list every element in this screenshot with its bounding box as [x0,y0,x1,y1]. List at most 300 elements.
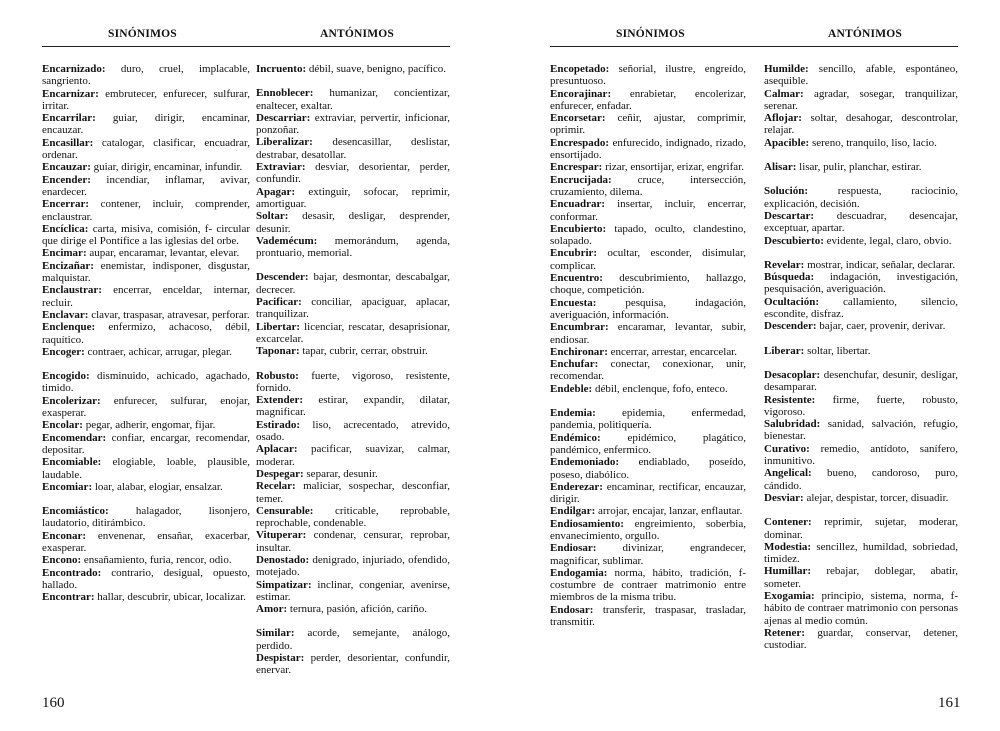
entry-definition: callamiento, silencio, escondite, disfraz. [764,295,958,321]
entry-definition: separar, desunir. [303,467,378,480]
dictionary-entry [550,383,746,395]
entry-headword: Encono: [42,554,82,567]
entry-headword: Descarriar: [256,111,311,124]
entry-definition: duro, cruel, implacable, sangriento. [42,63,250,88]
entry-headword: Ennoblecer: [256,87,314,100]
entry-definition: catalogar, clasificar, encuadrar, ordenar. [42,136,250,162]
entry-definition: cruce, intersección, cruzamiento, dilema. [550,173,746,198]
dictionary-entry [764,345,958,357]
entry-headword: Encomiable: [42,456,102,469]
page-right [500,0,1000,731]
entry-headword: Resistente: [764,393,816,406]
dictionary-entry [764,137,958,149]
entry-definition: licenciar, rescatar, desaprisionar, excarcelar. [256,320,450,345]
antonyms-column [764,63,958,651]
dictionary-entry [764,112,958,137]
dictionary-entry [550,88,746,113]
entry-headword: Recelar: [256,480,296,493]
dictionary-entry [42,395,250,420]
entry-definition: conectar, conexionar, unir, recomendar. [550,358,746,383]
dictionary-entry [42,161,250,173]
entry-definition: sanidad, salvación, refugio, bienestar. [764,418,958,443]
entry-definition: rizar, ensortijar, erizar, engrifar. [602,161,744,174]
entry-definition: arrojar, encajar, lanzar, enflautar. [595,505,743,518]
entry-headword: Enclenque: [42,321,96,334]
entry-headword: Encíclica: [42,222,89,235]
entry-headword: Enconar: [42,529,86,542]
entry-definition: incendiar, inflamar, avivar, enardecer. [42,173,250,198]
dictionary-entry [256,63,450,75]
entry-headword: Calmar: [764,87,804,100]
entry-definition: loar, alabar, elogiar, ensalzar. [92,480,223,493]
entry-headword: Alisar: [764,161,797,174]
entry-headword: Libertar: [256,320,300,333]
entry-gap [256,358,450,370]
entry-headword: Encontrar: [42,591,95,604]
entry-definition: desencasillar, deslistar, destrabar, desatollar. [256,136,450,161]
entry-definition: aupar, encaramar, levantar, elevar. [86,247,240,260]
dictionary-entry [42,284,250,309]
entry-definition: ceñir, ajustar, comprimir, oprimir. [550,112,746,137]
entry-headword: Endiosamiento: [550,517,624,530]
dictionary-entry [256,394,450,419]
dictionary-entry [764,320,958,332]
entry-headword: Encuadrar: [550,198,605,211]
dictionary-entry [764,565,958,590]
entry-headword: Enderezar: [550,480,603,493]
dictionary-entry [42,198,250,223]
entry-definition: débil, enclenque, fofo, enteco. [592,382,728,395]
dictionary-entry [764,259,958,271]
entry-definition: humanizar, concientizar, enaltecer, exaltar. [256,87,450,112]
dictionary-entry [550,137,746,162]
entry-headword: Encauzar: [42,161,91,174]
dictionary-entry [42,260,250,285]
entry-definition: evidente, legal, claro, obvio. [823,234,952,247]
dictionary-entry [550,161,746,173]
entry-definition: insertar, incluir, encerrar, conformar. [550,198,746,223]
entry-definition: maliciar, sospechar, desconfiar, temer. [256,480,450,505]
entry-headword: Encuesta: [550,296,597,309]
dictionary-entry [550,481,746,506]
entry-headword: Encogido: [42,370,90,383]
entry-headword: Descender: [764,320,817,333]
entry-headword: Encrespado: [550,136,610,149]
entry-headword: Encorsetar: [550,112,606,125]
entry-definition: sencillo, afable, espontáneo, asequible. [764,63,958,88]
entry-definition: ocultar, esconder, disimular, complicar. [550,247,746,272]
entry-headword: Angelical: [764,467,812,480]
entry-headword: Retener: [764,626,805,639]
dictionary-entry [764,63,958,88]
dictionary-entry [550,272,746,297]
entry-headword: Despegar: [256,467,304,480]
dictionary-entry [42,112,250,137]
dictionary-entry [764,161,958,173]
dictionary-entry [42,370,250,395]
dictionary-entry [550,198,746,223]
dictionary-entry [256,579,450,604]
dictionary-entry [42,174,250,199]
dictionary-entry [550,407,746,432]
dictionary-entry [550,297,746,322]
entry-headword: Encarrilar: [42,112,96,125]
dictionary-entry [256,345,450,357]
synonyms-column [42,63,250,603]
entry-headword: Taponar: [256,345,300,358]
dictionary-entry [550,112,746,137]
entry-definition: carta, misiva, comisión, f- circular que dirige el Pontífice a las iglesias del orbe. [42,222,250,248]
dictionary-entry [256,87,450,112]
dictionary-entry [42,554,250,566]
entry-definition: encerrar, arrestar, encarcelar. [607,345,738,358]
entry-headword: Descubierto: [764,234,824,247]
entry-definition: respuesta, raciocinio, explicación, decisión. [764,185,958,210]
dictionary-entry [256,652,450,677]
entry-headword: Endogamia: [550,566,608,579]
dictionary-entry [42,223,250,248]
entry-definition: bajar, desmontar, descabalgar, decrecer. [256,271,450,296]
dictionary-entry [42,419,250,431]
entry-headword: Endilgar: [550,505,596,518]
entry-headword: Revelar: [764,258,805,271]
entry-definition: indagación, investigación, pesquisación, averiguación. [764,271,958,296]
entry-definition: fuerte, vigoroso, resistente, fornido. [256,369,450,394]
entry-headword: Modestia: [764,540,812,553]
dictionary-entry [42,137,250,162]
entry-definition: conciliar, apaciguar, aplacar, tranquilizar. [256,296,450,321]
entry-headword: Enchufar: [550,358,599,371]
entry-headword: Vituperar: [256,529,307,542]
entry-headword: Encuentro: [550,272,603,285]
entry-definition: criticable, reprobable, reprochable, condenable. [256,504,450,530]
entry-gap [764,333,958,345]
dictionary-entry [256,186,450,211]
header-antonyms: ANTÓNIMOS [828,28,903,40]
dictionary-entry [256,271,450,296]
antonyms-column [256,63,450,677]
entry-headword: Apagar: [256,185,296,198]
dictionary-entry [550,358,746,383]
entry-definition: soltar, libertar. [804,344,871,357]
entry-definition: ensañamiento, furia, rencor, odio. [81,554,232,567]
entry-definition: liso, acrecentado, atrevido, osado. [256,418,450,444]
entry-definition: confiar, encargar, recomendar, depositar. [42,431,250,456]
entry-definition: firme, fuerte, robusto, vigoroso. [764,393,958,418]
entry-headword: Aflojar: [764,112,802,125]
dictionary-entry [256,505,450,530]
header-rule [42,46,450,47]
entry-headword: Enchironar: [550,345,608,358]
entry-headword: Salubridad: [764,418,821,431]
entry-headword: Censurable: [256,504,314,517]
entry-definition: condenar, censurar, reprobar, insultar. [256,529,450,554]
entry-headword: Endeble: [550,382,593,395]
entry-headword: Incruento: [256,63,307,75]
entry-definition: contraer, achicar, arrugar, plegar. [84,345,232,358]
synonyms-column [550,63,746,628]
entry-definition: extraviar, pervertir, inficionar, ponzoñar. [256,111,450,137]
entry-definition: encerrar, enceldar, internar, recluir. [42,284,250,309]
dictionary-entry [764,492,958,504]
entry-definition: señorial, ilustre, engreído, presuntuoso. [550,63,746,88]
entry-definition: pesquisa, indagación, averiguación, información. [550,296,746,321]
entry-headword: Pacificar: [256,296,302,309]
entry-headword: Endiosar: [550,542,597,555]
entry-definition: guiar, dirigir, encaminar, encauzar. [42,112,250,137]
entry-definition: norma, hábito, tradición, f- costumbre de contraer matrimonio entre miembros de la misma tribu. [550,566,746,604]
entry-definition: mostrar, indicar, señalar, declarar. [804,258,956,271]
dictionary-entry [550,505,746,517]
dictionary-entry [764,467,958,492]
entry-gap [764,173,958,185]
entry-headword: Despistar: [256,652,305,665]
entry-headword: Aplacar: [256,443,298,456]
entry-definition: lisar, pulir, planchar, estirar. [796,161,922,174]
entry-headword: Encomendar: [42,431,107,444]
entry-headword: Curativo: [764,442,810,455]
entry-definition: denigrado, injuriado, ofendido, motejado. [256,553,450,579]
entry-definition: extinguir, sofocar, reprimir, amortiguar. [256,185,450,210]
dictionary-entry [42,530,250,555]
entry-definition: envenenar, ensañar, exacerbar, exasperar. [42,529,250,554]
entry-headword: Vademécum: [256,234,318,247]
entry-gap [42,493,250,505]
entry-headword: Encubrir: [550,247,598,260]
entry-headword: Encopetado: [550,63,610,75]
entry-headword: Encoger: [42,345,85,358]
dictionary-entry [764,443,958,468]
dictionary-entry [764,369,958,394]
dictionary-entry [550,346,746,358]
entry-definition: endiablado, poseído, poseso, diabólico. [550,456,746,481]
entry-definition: embrutecer, enfurecer, sulfurar, irritar. [42,87,250,112]
entry-headword: Solución: [764,185,809,198]
entry-headword: Extraviar: [256,161,306,174]
entry-definition: halagador, lisonjero, laudatorio, ditirámbico. [42,505,250,530]
entry-headword: Encizañar: [42,259,94,272]
dictionary-entry [42,481,250,493]
entry-definition: principio, sistema, norma, f- hábito de contraer matrimonio con personas ajenas al medio común. [764,589,958,627]
entry-gap [764,357,958,369]
dictionary-entry [42,63,250,88]
entry-headword: Apacible: [764,136,810,149]
entry-definition: transferir, traspasar, trasladar, transmitir. [550,603,746,629]
entry-headword: Ocultación: [764,295,819,308]
dictionary-entry [42,591,250,603]
dictionary-entry [256,627,450,652]
entry-headword: Soltar: [256,210,289,223]
entry-definition: clavar, traspasar, atravesar, perforar. [88,308,250,321]
dictionary-entry [764,185,958,210]
dictionary-entry [42,567,250,592]
entry-definition: débil, suave, benigno, pacífico. [306,63,447,75]
entry-headword: Descartar: [764,209,815,222]
entry-headword: Endemia: [550,407,596,420]
entry-headword: Encontrado: [42,566,102,579]
entry-headword: Contener: [764,516,812,529]
dictionary-entry [42,505,250,530]
header-rule [550,46,958,47]
entry-headword: Denostado: [256,553,310,566]
dictionary-entry [256,603,450,615]
entry-definition: disminuido, achicado, agachado, timido. [42,370,250,395]
dictionary-entry [764,88,958,113]
dictionary-entry [764,394,958,419]
dictionary-entry [42,321,250,346]
dictionary-entry [550,174,746,199]
entry-definition: enfurecer, sulfurar, enojar, exasperar. [42,394,250,420]
dictionary-entry [256,468,450,480]
dictionary-entry [256,112,450,137]
entry-headword: Encimar: [42,247,87,260]
header-synonyms: SINÓNIMOS [616,28,685,40]
dictionary-entry [42,346,250,358]
entry-headword: Estirado: [256,418,300,431]
dictionary-entry [256,419,450,444]
entry-gap [42,358,250,370]
entry-headword: Encomiástico: [42,505,109,518]
dictionary-entry [256,529,450,554]
entry-headword: Encarnizado: [42,63,106,75]
entry-definition: epidemia, enfermedad, pandemia, politiquería. [550,407,746,432]
dictionary-entry [256,296,450,321]
entry-gap [764,149,958,161]
entry-headword: Encarnizar: [42,87,99,100]
entry-headword: Encolerizar: [42,394,101,407]
entry-definition: rebajar, doblegar, abatir, someter. [764,565,958,590]
entry-definition: agradar, sosegar, tranquilizar, serenar. [764,87,958,112]
dictionary-entry [550,456,746,481]
entry-definition: enrabietar, encolerizar, enfurecer, enfadar. [550,87,746,112]
entry-definition: enfermizo, achacoso, débil, raquítico. [42,321,250,346]
entry-definition: pegar, adherir, engomar, fijar. [82,419,216,432]
entry-headword: Endemoniado: [550,456,620,469]
entry-definition: divinizar, engrandecer, magnificar, sublimar. [550,542,746,567]
dictionary-entry [764,271,958,296]
entry-definition: inclinar, congeniar, avenirse, estimar. [256,578,450,603]
entry-headword: Liberalizar: [256,136,313,149]
dictionary-entry [550,604,746,629]
page-number: 160 [42,695,65,711]
entry-gap [764,504,958,516]
entry-definition: encaramar, levantar, subir, endiosar. [550,321,746,346]
entry-headword: Liberar: [764,344,805,357]
entry-definition: guiar, dirigir, encaminar, infundir. [90,161,243,174]
entry-definition: alejar, despistar, torcer, disuadir. [803,491,949,504]
entry-definition: contener, incluir, comprender, enclaustrar. [42,198,250,223]
dictionary-entry [256,370,450,395]
dictionary-entry [256,235,450,260]
entry-headword: Encerrar: [42,198,90,211]
dictionary-entry [550,542,746,567]
entry-headword: Desviar: [764,491,804,504]
entry-definition: contrario, desigual, opuesto, hallado. [42,566,250,591]
entry-headword: Endémico: [550,431,601,444]
dictionary-entry [256,136,450,161]
dictionary-entry [42,456,250,481]
entry-headword: Búsqueda: [764,271,815,284]
entry-headword: Encolar: [42,419,83,432]
dictionary-entry [764,590,958,627]
dictionary-entry [550,223,746,248]
entry-headword: Enclaustrar: [42,284,102,297]
entry-gap [764,247,958,259]
entry-gap [256,75,450,87]
entry-definition: bajar, caer, provenir, derivar. [816,320,946,333]
entry-headword: Encubierto: [550,222,607,235]
dictionary-entry [42,88,250,113]
dictionary-entry [764,296,958,321]
entry-headword: Exogamia: [764,589,815,602]
dictionary-entry [764,541,958,566]
entry-definition: encaminar, rectificar, encauzar, dirigir. [550,480,746,506]
dictionary-entry [764,627,958,652]
entry-headword: Encumbrar: [550,321,609,334]
dictionary-entry [42,247,250,259]
entry-definition: enemistar, indisponer, disgustar, malquistar. [42,259,250,285]
dictionary-entry [42,309,250,321]
entry-headword: Encrucijada: [550,173,612,186]
entry-definition: desenchufar, desunir, desligar, desamparar. [764,368,958,394]
entry-headword: Encomiar: [42,480,93,493]
entry-definition: epidémico, plagático, pandémico, enfermico. [550,431,746,456]
entry-headword: Encorajinar: [550,87,612,100]
entry-headword: Humilde: [764,63,809,75]
entry-headword: Amor: [256,603,288,616]
dictionary-entry [550,567,746,604]
dictionary-entry [256,161,450,186]
dictionary-entry [550,63,746,88]
header-synonyms: SINÓNIMOS [108,28,177,40]
entry-definition: tapado, oculto, clandestino, solapado. [550,222,746,248]
dictionary-entry [256,443,450,468]
entry-headword: Encrespar: [550,161,603,174]
dictionary-entry [764,210,958,235]
entry-definition: enfurecido, indignado, rizado, ensortijado. [550,136,746,162]
entry-headword: Enclavar: [42,308,89,321]
dictionary-entry [764,418,958,443]
entry-definition: acorde, semejante, análogo, perdido. [256,627,450,652]
dictionary-entry [42,432,250,457]
entry-definition: engreimiento, soberbia, envanecimiento, orgullo. [550,517,746,542]
dictionary-entry [550,432,746,457]
entry-definition: sereno, tranquilo, liso, lacio. [809,136,937,149]
entry-gap [550,395,746,407]
entry-definition: elogiable, loable, plausible, laudable. [42,456,250,481]
entry-headword: Endosar: [550,603,594,616]
entry-headword: Humillar: [764,565,812,578]
entry-definition: perder, desorientar, confundir, enervar. [256,652,450,677]
entry-definition: descuadrar, desencajar, exceptuar, apartar. [764,209,958,235]
dictionary-entry [550,518,746,543]
entry-headword: Encender: [42,173,91,186]
entry-definition: desviar, desorientar, perder, confundir. [256,161,450,186]
entry-headword: Desacoplar: [764,368,821,381]
entry-headword: Descender: [256,271,309,284]
dictionary-entry [550,321,746,346]
dictionary-entry [256,321,450,346]
entry-headword: Simpatizar: [256,578,312,591]
entry-definition: reprimir, sujetar, moderar, dominar. [764,516,958,541]
entry-definition: ternura, pasión, afición, cariño. [287,603,428,616]
entry-definition: tapar, cubrir, cerrar, obstruir. [299,345,428,358]
dictionary-entry [256,210,450,235]
entry-headword: Similar: [256,627,295,640]
entry-gap [256,259,450,271]
entry-definition: remedio, antídoto, sanífero, inmunitivo. [764,442,958,468]
entry-gap [256,615,450,627]
